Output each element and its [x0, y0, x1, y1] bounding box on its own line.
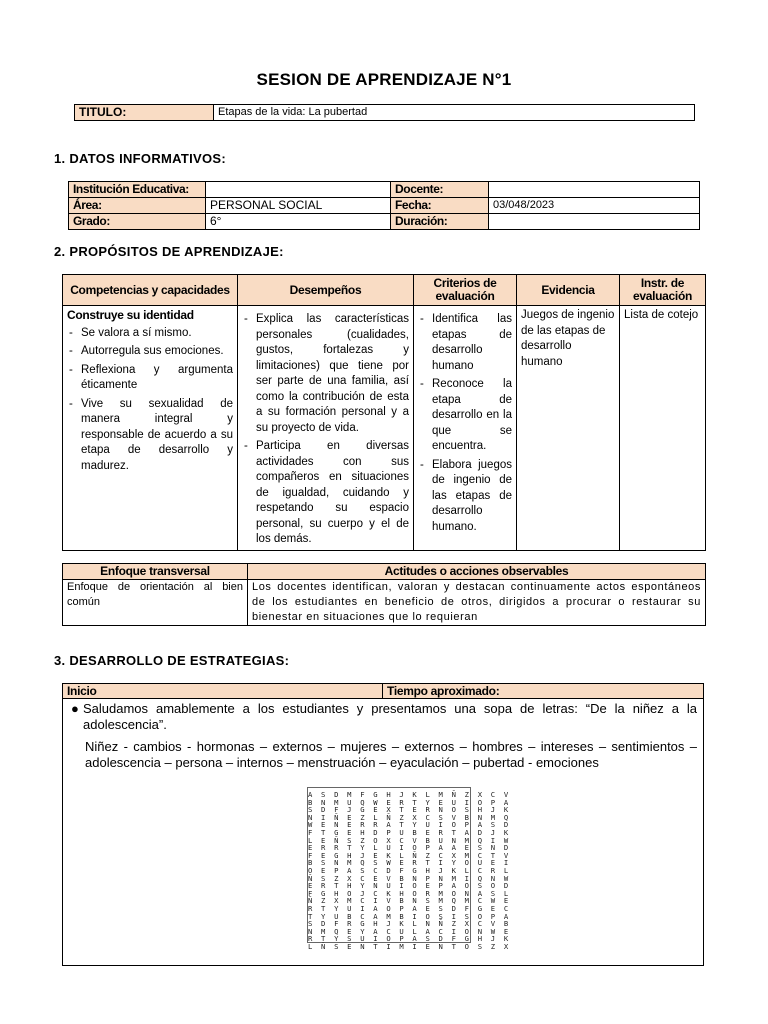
header-criterios: Criterios de evaluación: [414, 275, 517, 306]
word-search-row: E R R T Y L U I O P A A E S N D: [308, 843, 511, 853]
word-search-row: F T G E H D P U B E R T A D J K: [308, 827, 511, 837]
section-datos-heading: 1. DATOS INFORMATIVOS:: [54, 151, 226, 166]
word-search-row: L E Ñ S Z O X C V B U N M Q I W: [308, 835, 511, 845]
list-item: - Explica las características personales (cualidades, gustos, fortalezas y limitaciones) que tiene por ser parte de una familia, así como la contribución de esta a su formación personal y a su proyecto de vida.: [242, 312, 409, 436]
criterios-cell: [414, 306, 517, 551]
word-search-row: A S D M F G H J K L M Ñ Z X C V: [308, 790, 511, 799]
duracion-value: [489, 214, 700, 230]
word-search-row: B S N M Q S W E R T I Y O U E I: [308, 858, 511, 868]
titulo-table: [74, 104, 695, 121]
page-title: SESION DE APRENDIZAJE N°1: [256, 70, 512, 89]
enfoque-left-cell: Enfoque de orientación al bien común: [63, 580, 248, 626]
word-search-row: R T Y S U I O P A S D F G H J K: [308, 934, 511, 944]
list-item: - Participa en diversas actividades con sus compañeros en situaciones de igualdad, cuidando y respetando su espacio personal, su cuerpo y el de los demás.: [242, 439, 409, 548]
header-desempenos: Desempeños: [238, 275, 414, 306]
word-search-row: F E G H J E K L Ñ Z C X M C T V: [308, 850, 511, 860]
institucion-label: Institución Educativa:: [69, 182, 206, 198]
grado-label: Grado:: [69, 214, 206, 230]
word-search-row: Ñ Z X M C I V B N S M Q M C W E: [308, 896, 511, 906]
section-desarrollo-heading: 3. DESARROLLO DE ESTRATEGIAS:: [54, 653, 290, 668]
word-search-row: L Ñ S E N T I M I E N T O S Z X: [308, 941, 511, 951]
duracion-label: Duración:: [391, 214, 489, 230]
word-search-row: T Y U B C A M B I O S I S O P A: [308, 911, 511, 921]
word-search-row: B N M U Q W E R T Y E U I O P A: [308, 797, 511, 807]
docente-label: Docente:: [391, 182, 489, 198]
word-search-row: O E P A S C D F G H J K L C R L: [308, 865, 511, 875]
criterios-list: [418, 312, 512, 535]
grado-value: 6°: [206, 214, 391, 230]
evidencia-cell: Juegos de ingenio de las etapas de desarrollo humano: [517, 306, 620, 551]
word-list: Niñez - cambios - hormonas – externos – mujeres – externos – hombres – intereses – sentimientos – adolescencia – persona – internos – menstruación – eyaculación – pubertad - emociones: [85, 739, 697, 770]
competencia-title: Construye su identidad: [67, 308, 194, 322]
word-search-row: S D F R G H J K L N Ñ Z X C V B: [308, 919, 511, 929]
datos-table: [68, 181, 700, 230]
word-search-row: E R T H Y N U I O E P A O S O D: [308, 881, 511, 891]
list-item: - Reflexiona y argumenta éticamente: [67, 363, 233, 394]
list-item: - Reconoce la etapa de desarrollo en la que se encuentra.: [418, 377, 512, 455]
titulo-value: Etapas de la vida: La pubertad: [214, 105, 695, 121]
tiempo-label: Tiempo aproximado:: [383, 684, 704, 699]
header-instrumento: Instr. de evaluación: [620, 275, 706, 306]
enfoque-right-cell: Los docentes identifican, valoran y destacan continuamente actos espontáneos de los estudiantes en beneficio de otros, dirigidos a procurar o restaurar su bienestar en situaciones que lo requieran: [248, 580, 706, 626]
header-evidencia: Evidencia: [517, 275, 620, 306]
word-search-row: Ñ S Z X C E V B N P N M I Q N W: [308, 873, 511, 883]
inicio-bullet: [69, 701, 697, 733]
word-search-row: F G H O J C K H O R M O N A S L: [308, 888, 511, 898]
competencias-cell: [63, 306, 238, 551]
bullet-icon: ●: [71, 701, 79, 716]
fecha-value: 03/048/2023: [489, 198, 700, 214]
enfoque-header-left: Enfoque transversal: [63, 564, 248, 580]
docente-value: [489, 182, 700, 198]
instrumento-cell: Lista de cotejo: [620, 306, 706, 551]
word-search-row: S D F J G E X T E R N O S H J K: [308, 805, 511, 815]
word-search-puzzle: [307, 787, 511, 951]
list-item: - Elabora juegos de ingenio de las etapas de desarrollo humano.: [418, 458, 512, 536]
enfoque-header-right: Actitudes o acciones observables: [248, 564, 706, 580]
institucion-value: [206, 182, 391, 198]
propositos-table: [62, 274, 706, 551]
area-label: Área:: [69, 198, 206, 214]
section-propositos-heading: 2. PROPÓSITOS DE APRENDIZAJE:: [54, 244, 284, 259]
word-search-row: N M Q E Y A C U L A C I O N W E: [308, 926, 511, 936]
word-search-row: W E N E R R A T Y U I O P A S D: [308, 820, 511, 830]
list-item: - Vive su sexualidad de manera integral y responsable de acuerdo a su etapa de desarrollo y madurez.: [67, 397, 233, 475]
word-search-row: R T Y U I A O P A E S D F G E C: [308, 903, 511, 913]
area-value: PERSONAL SOCIAL: [206, 198, 391, 214]
desempenos-cell: [238, 306, 414, 551]
word-search-row: N I Ñ E Z L Ñ Z X C S V B N M Q: [308, 812, 511, 822]
fecha-label: Fecha:: [391, 198, 489, 214]
list-item: - Identifica las etapas de desarrollo humano: [418, 312, 512, 374]
capacidades-list: [67, 326, 233, 475]
list-item: - Autorregula sus emociones.: [67, 344, 233, 360]
inicio-bullet-text: Saludamos amablemente a los estudiantes y presentamos una sopa de letras: “De la niñez a la adolescencia”.: [83, 701, 697, 732]
enfoque-table: [62, 563, 706, 626]
list-item: - Se valora a sí mismo.: [67, 326, 233, 342]
header-competencias: Competencias y capacidades: [63, 275, 238, 306]
titulo-label: TITULO:: [75, 105, 214, 121]
inicio-label: Inicio: [63, 684, 383, 699]
desempenos-list: [242, 312, 409, 548]
